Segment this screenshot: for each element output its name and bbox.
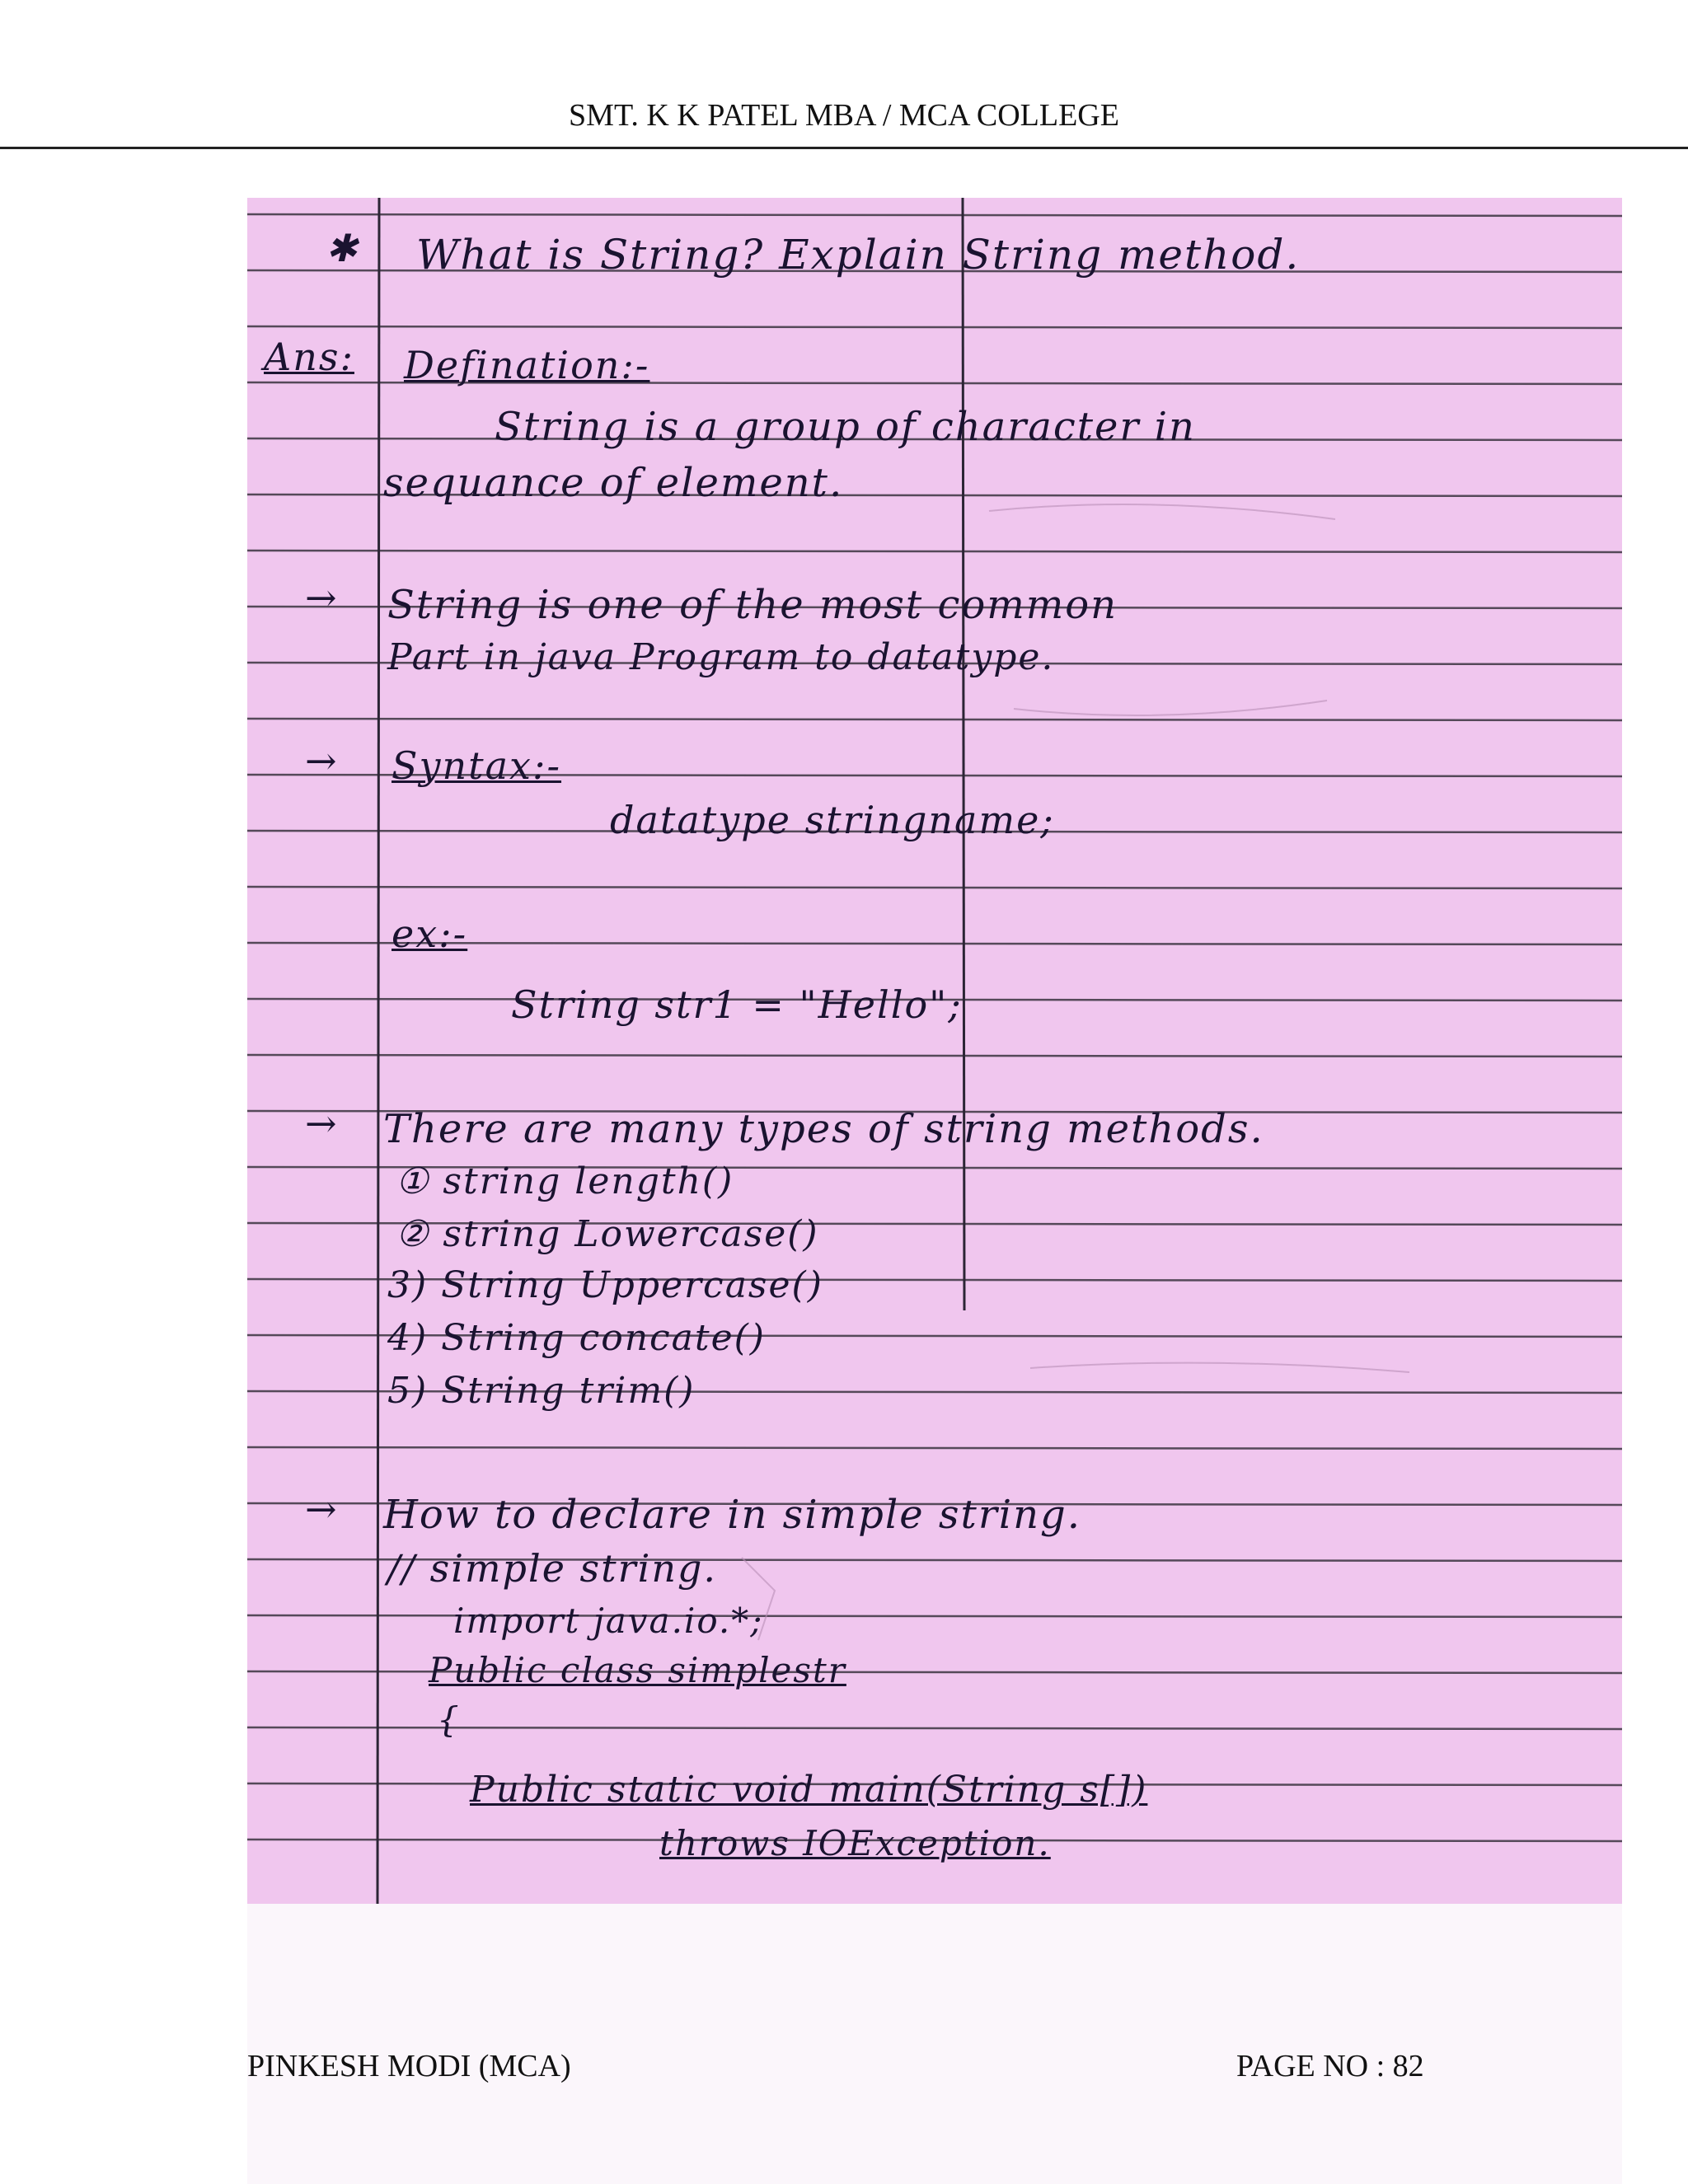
code-main: Public static void main(String s[]) (470, 1769, 1148, 1811)
arrow-1: → (305, 575, 339, 620)
definition-line-1: String is a group of character in (495, 404, 1196, 450)
code-comment: // simple string. (387, 1546, 718, 1591)
method-item-1: ① string length() (396, 1160, 734, 1202)
definition-line-2: sequance of element. (383, 460, 844, 506)
question-marker: ✱ (326, 226, 359, 270)
example-label: ex:- (392, 912, 468, 956)
footer-page-number: PAGE NO : 82 (1236, 2049, 1424, 2083)
method-item-3: 3) String Uppercase() (387, 1264, 823, 1306)
code-import: import java.io.*; (453, 1601, 764, 1641)
code-class: Public class simplestr (429, 1650, 846, 1690)
arrow-2: → (305, 738, 339, 783)
footer-author: PINKESH MODI (MCA) (247, 2049, 571, 2083)
notebook-scan (247, 198, 1622, 1904)
example-code: String str1 = "Hello"; (511, 982, 963, 1027)
question-heading: What is String? Explain String method. (416, 231, 1301, 279)
method-item-2: ② string Lowercase() (396, 1213, 819, 1255)
answer-label: Ans: (264, 335, 354, 379)
code-brace: { (437, 1699, 461, 1740)
arrow-4: → (305, 1487, 339, 1531)
declare-intro: How to declare in simple string. (383, 1492, 1082, 1538)
code-throws: throws IOException. (659, 1823, 1051, 1863)
syntax-line: datatype stringname; (610, 798, 1055, 842)
header-divider (0, 147, 1688, 149)
method-item-5: 5) String trim() (387, 1370, 696, 1412)
point-1-line-2: Part in java Program to datatype. (387, 636, 1055, 678)
syntax-heading: Syntax:- (392, 743, 562, 788)
page-header-title: SMT. K K PATEL MBA / MCA COLLEGE (569, 98, 1119, 133)
point-1-line-1: String is one of the most common (387, 582, 1118, 628)
scan-bottom-margin (247, 1904, 1622, 2184)
notebook-ruling (247, 198, 1622, 1904)
definition-heading: Defination:- (404, 343, 650, 387)
arrow-3: → (305, 1101, 339, 1146)
methods-intro: There are many types of string methods. (383, 1106, 1264, 1152)
method-item-4: 4) String concate() (387, 1317, 766, 1359)
